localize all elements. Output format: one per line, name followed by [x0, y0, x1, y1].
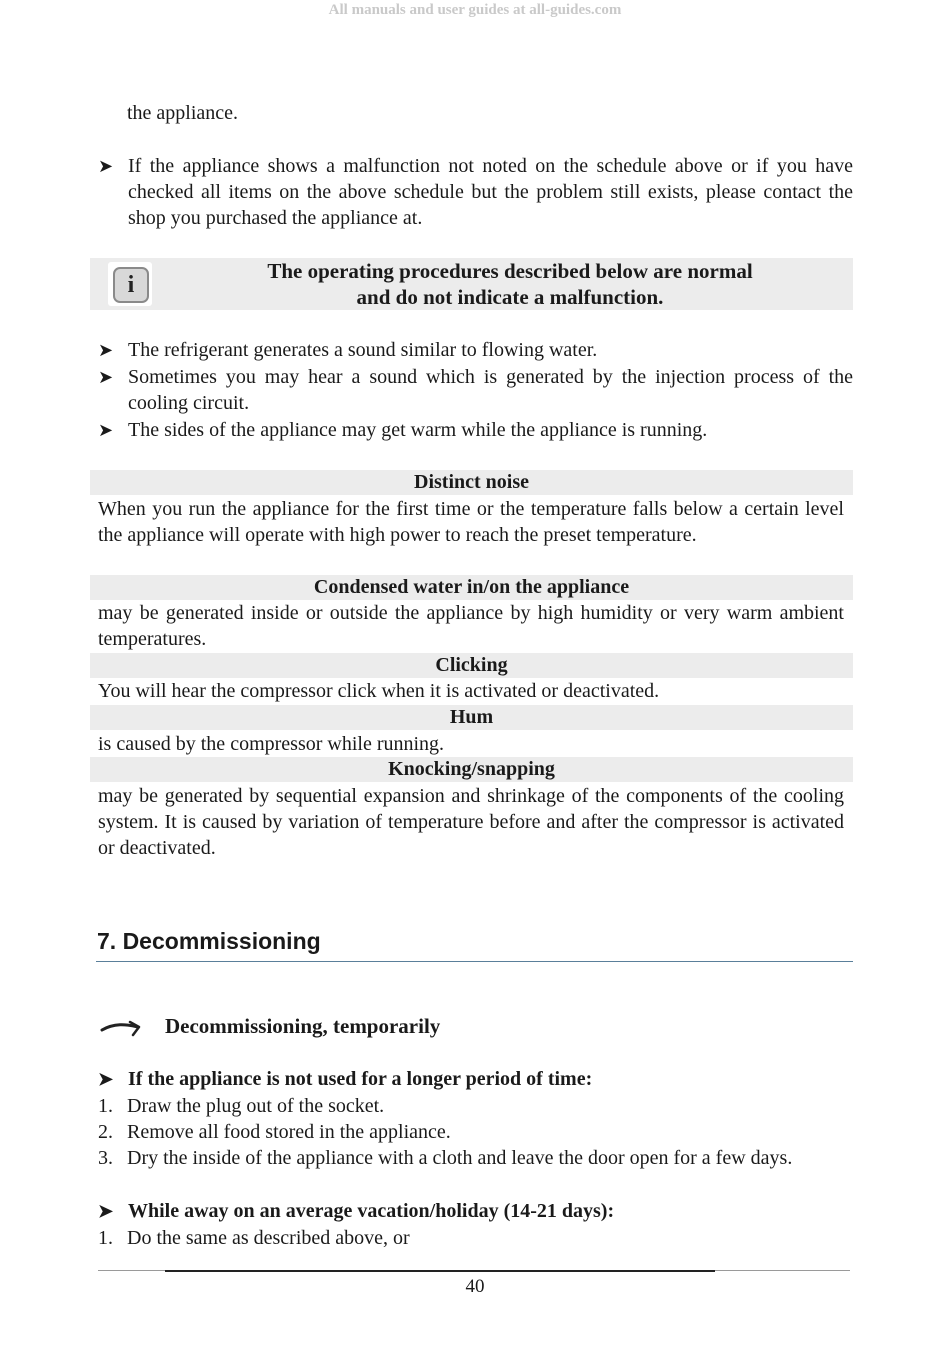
noise-text-distinct: When you run the appliance for the first time or the temperature falls below a certain level the appliance will operate with high power to reach the preset temperature.: [98, 498, 844, 546]
list-text: Draw the plug out of the socket.: [127, 1095, 385, 1117]
subheading: Decommissioning, temporarily: [165, 1014, 441, 1038]
bullet-normal-2: [98, 364, 853, 416]
bullet-vacation: [98, 1198, 853, 1224]
bullet-arrow-icon: ➤: [98, 420, 114, 440]
list-text: Dry the inside of the appliance with a cloth and leave the door open for a few days.: [127, 1147, 793, 1169]
noise-text-knocking: may be generated by sequential expansion and shrinkage of the components of the cooling system. It is caused by variation of temperature before and after the compressor is activated or deactivated.: [98, 785, 844, 859]
list-text: Remove all food stored in the appliance.: [127, 1121, 451, 1143]
arrow-icon: [100, 1018, 142, 1040]
bullet-text: Sometimes you may hear a sound which is generated by the injection process of the cooling circuit.: [128, 366, 853, 414]
list-number: 1.: [98, 1227, 113, 1249]
noise-title-distinct: Distinct noise: [90, 470, 853, 495]
list-number: 3.: [98, 1147, 113, 1169]
noise-title-condensed: Condensed water in/on the appliance: [90, 575, 853, 600]
page-number: 40: [465, 1276, 485, 1297]
bullet-malfunction: [98, 153, 853, 231]
section-heading-rule: [96, 961, 853, 962]
continuation-text: the appliance.: [127, 102, 239, 124]
bullet-normal-3: [98, 417, 853, 443]
list-number: 2.: [98, 1121, 113, 1143]
bullet-arrow-icon: ➤: [98, 367, 114, 387]
bullet-arrow-icon: ➤: [98, 1069, 114, 1089]
bullet-text: If the appliance is not used for a longer period of time:: [128, 1068, 593, 1090]
list-item: [98, 1119, 853, 1145]
noise-text-condensed: may be generated inside or outside the appliance by high humidity or very warm ambient temperatures.: [98, 602, 844, 650]
bullet-text: While away on an average vacation/holiday (14-21 days):: [128, 1200, 615, 1222]
info-box-text: [160, 258, 860, 310]
noise-title-knocking: Knocking/snapping: [90, 757, 853, 782]
bullet-text: The refrigerant generates a sound similar to flowing water.: [128, 339, 598, 361]
info-line-2: and do not indicate a malfunction.: [356, 285, 664, 309]
bullet-arrow-icon: ➤: [98, 156, 114, 176]
list-item: [98, 1225, 853, 1251]
noise-text-clicking: You will hear the compressor click when it is activated or deactivated.: [98, 680, 660, 702]
bullet-normal-1: [98, 337, 853, 363]
bullet-long-period: [98, 1066, 853, 1092]
noise-title-clicking: Clicking: [90, 653, 853, 678]
bullet-text: If the appliance shows a malfunction not noted on the schedule above or if you have checked all items on the above schedule but the problem still exists, please contact the shop you purchased the appliance at.: [128, 155, 853, 229]
section-heading: 7. Decommissioning: [97, 928, 321, 954]
bullet-arrow-icon: ➤: [98, 340, 114, 360]
noise-text-hum: is caused by the compressor while running.: [98, 733, 445, 755]
info-line-1: The operating procedures described below are normal: [267, 259, 753, 283]
noise-title-hum: Hum: [90, 705, 853, 730]
watermark: All manuals and user guides at all-guides.com: [328, 2, 622, 18]
info-icon: i: [108, 262, 152, 306]
bullet-text: The sides of the appliance may get warm while the appliance is running.: [128, 419, 708, 441]
list-item: [98, 1145, 853, 1171]
list-item: [98, 1093, 853, 1119]
list-text: Do the same as described above, or: [127, 1227, 410, 1249]
bullet-arrow-icon: ➤: [98, 1201, 114, 1221]
list-number: 1.: [98, 1095, 113, 1117]
footer-rule-accent: [165, 1270, 715, 1272]
